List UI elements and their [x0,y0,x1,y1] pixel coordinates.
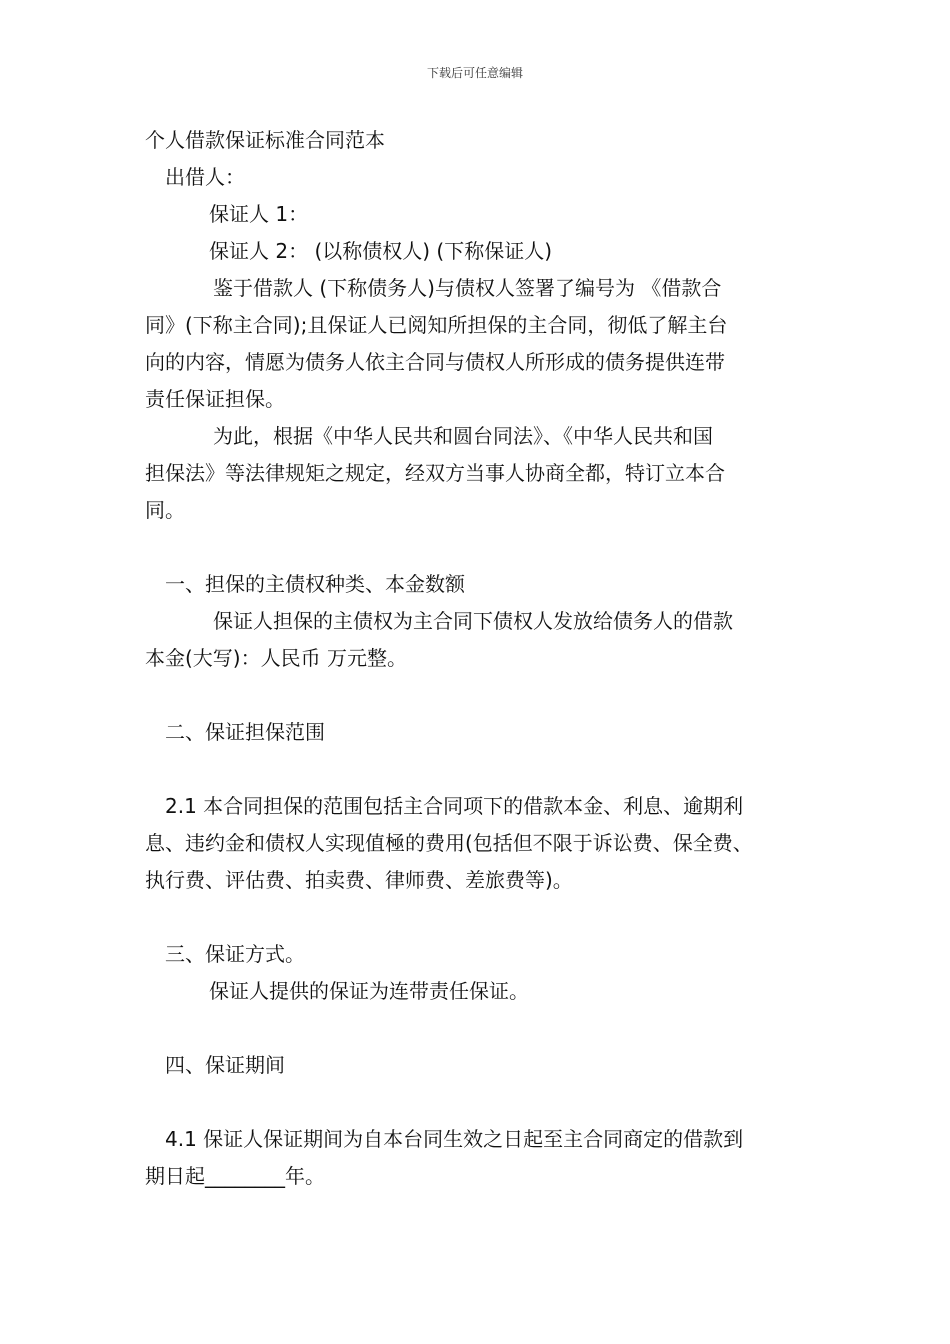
paragraph-line: 2.1 本合同担保的范围包括主合同项下的借款本金、利息、逾期利 [165,794,744,818]
spacer [145,1084,825,1121]
section-4-title: 四、保证期间 [165,1053,285,1077]
guarantor-2-line: 保证人 2： (以称债权人) (下称保证人) [209,239,553,263]
spacer [145,529,825,566]
paragraph-line: 责任保证担保。 [145,387,285,411]
paragraph-line: 保证人提供的保证为连带责任保证。 [209,979,529,1003]
contract-body [145,122,825,1195]
spacer [145,1010,825,1047]
spacer [145,677,825,714]
paragraph-line: 担保法》等法律规矩之规定，经双方当事人协商全都，特订立本合 [145,461,725,485]
paragraph-line: 同》(下称主合同);且保证人已阅知所担保的主合同，彻低了解主台 [145,313,728,337]
paragraph-line: 期日起________年。 [145,1164,325,1188]
section-2-title: 二、保证担保范围 [165,720,325,744]
lender-line: 出借人： [165,165,245,189]
section-1-title: 一、担保的主债权种类、本金数额 [165,572,465,596]
page-header: 下载后可任意编辑 [426,66,523,80]
section-3-title: 三、保证方式。 [165,942,305,966]
paragraph-line: 保证人担保的主债权为主合同下债权人发放给债务人的借款 [213,609,733,633]
paragraph-line: 同。 [145,498,185,522]
spacer [145,751,825,788]
paragraph-line: 息、违约金和债权人实现值極的费用(包括但不限于诉讼费、保全费、 [145,831,753,855]
paragraph-line: 鉴于借款人 (下称债务人)与债权人签署了编号为 《借款合 [213,276,722,300]
paragraph-line: 4.1 保证人保证期间为自本台同生效之日起至主合同商定的借款到 [165,1127,744,1151]
paragraph-line: 执行费、评估费、拍卖费、律师费、差旅费等)。 [145,868,573,892]
paragraph-line: 本金(大写)：人民币 万元整。 [145,646,407,670]
spacer [145,899,825,936]
paragraph-line: 向的内容，情愿为债务人依主合同与债权人所形成的债务提供连带 [145,350,725,374]
guarantor-1-line: 保证人 1： [209,202,309,226]
paragraph-line: 为此，根据《中华人民共和圆台同法》、《中华人民共和国 [213,424,713,448]
document-title: 个人借款保证标准合同范本 [145,128,385,152]
